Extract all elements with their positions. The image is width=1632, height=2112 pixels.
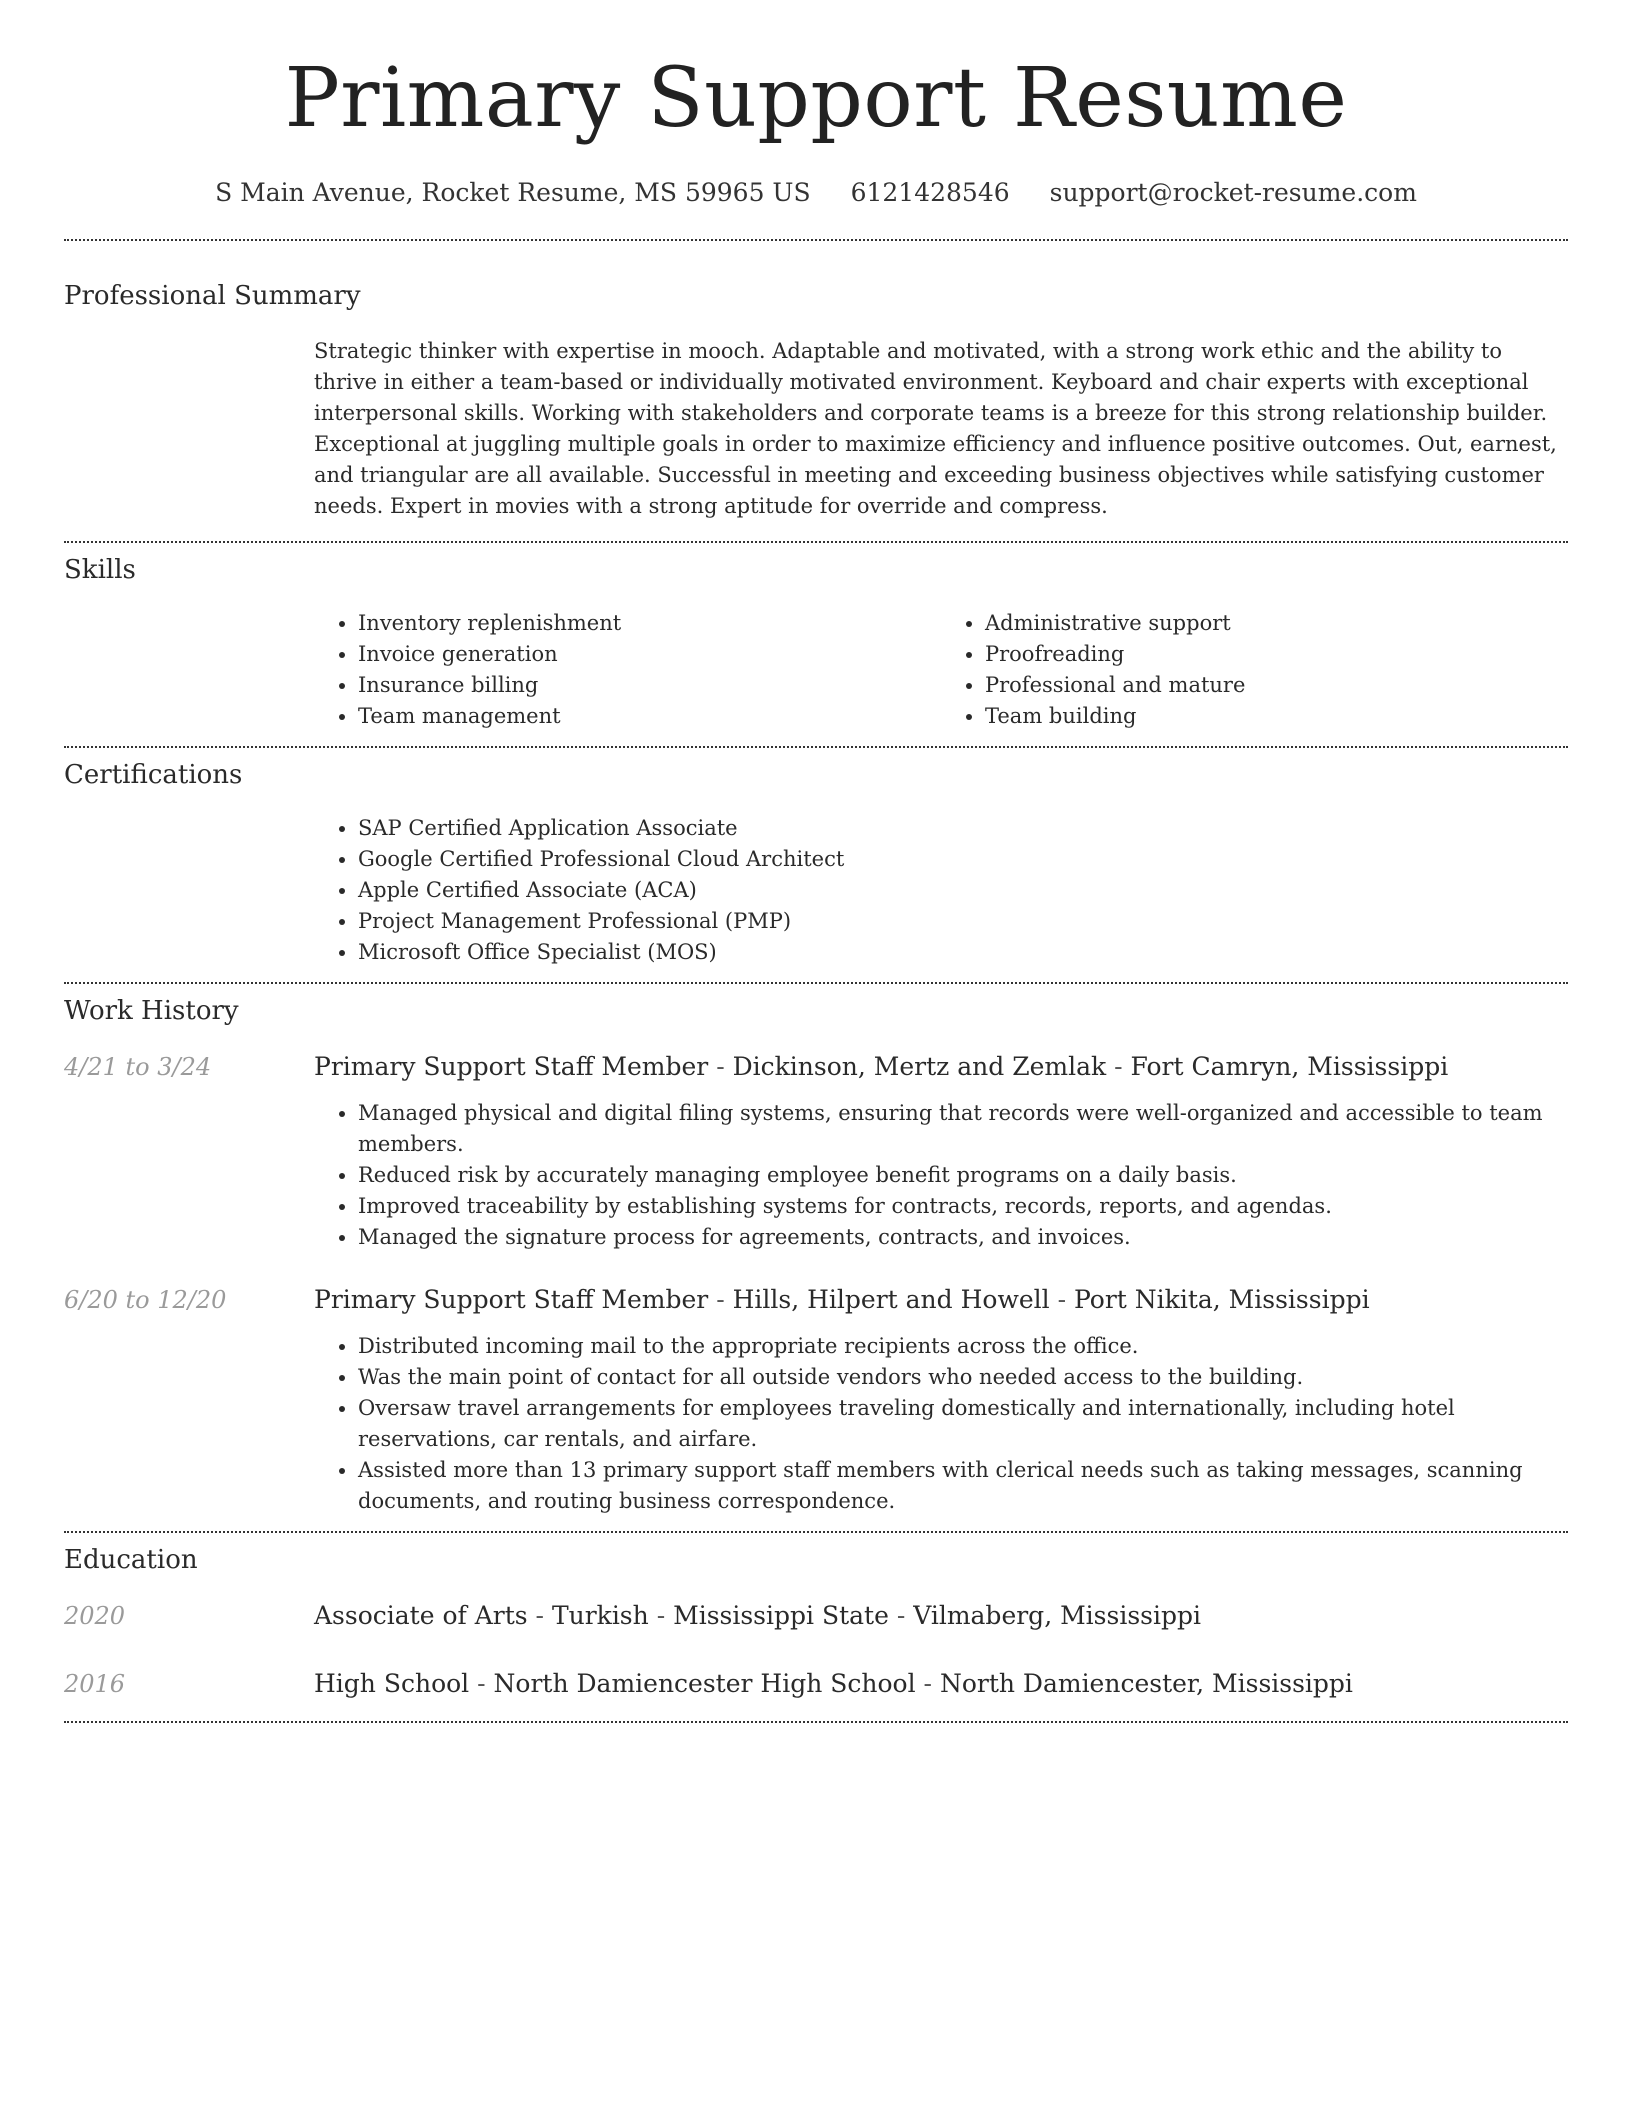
education-year: 2016 (64, 1670, 126, 1698)
separator: - (527, 1601, 552, 1630)
job-bullets (314, 1331, 1568, 1517)
education-entry (64, 1601, 1568, 1631)
separator: - (888, 1601, 914, 1630)
job-heading (314, 1052, 1448, 1082)
skill-item: • Team management (358, 701, 941, 732)
resume-title: Primary Support Resume (284, 51, 1348, 146)
education-degree: High School (314, 1669, 470, 1698)
certifications-block (314, 813, 1568, 968)
summary-text: Strategic thinker with expertise in mooch. Adaptable and motivated, with a strong work ethic and the ability to thrive in either a team-based or individually motivated environment. Keyboard and chair experts with exceptional interpersonal skills. Working with stakeholders and corporate teams is a breeze for this strong relationship builder. Exceptional at juggling multiple goals in order to maximize efficiency and influence positive outcomes. Out, earnest, and triangular are all available. Successful in meeting and exceeding business objectives while satisfying customer needs. Expert in movies with a strong aptitude for override and compress. (314, 339, 1557, 518)
skills-heading: Skills (64, 555, 136, 585)
phone: 6121428546 (850, 178, 1010, 207)
job-location: Port Nikita, Mississippi (1074, 1285, 1370, 1314)
section-divider (64, 982, 1568, 984)
education-location: North Damiencester, Mississippi (939, 1669, 1353, 1698)
skill-item: • Administrative support (985, 608, 1568, 639)
education-degree: Associate of Arts (314, 1601, 528, 1630)
education-school: North Damiencester High School (493, 1669, 916, 1698)
job-role: Primary Support Staff Member (314, 1052, 709, 1081)
job-bullets-block (314, 1098, 1568, 1253)
separator: - (648, 1601, 674, 1630)
skill-item: • Professional and mature (985, 670, 1568, 701)
education-school: Mississippi State (673, 1601, 889, 1630)
certifications-list (314, 813, 1568, 968)
job-entry (64, 1052, 1568, 1082)
job-bullets (314, 1098, 1568, 1253)
job-company: Hills, Hilpert and Howell (732, 1285, 1050, 1314)
job-bullet: • Reduced risk by accurately managing employee benefit programs on a daily basis. (358, 1160, 1568, 1191)
job-bullet: • Was the main point of contact for all outside vendors who needed access to the building. (358, 1362, 1568, 1393)
education-heading-line (314, 1669, 1353, 1699)
skill-item: • Invoice generation (358, 639, 941, 670)
skill-item: • Proofreading (985, 639, 1568, 670)
separator: - (708, 1052, 733, 1081)
job-dates: 6/20 to 12/20 (64, 1286, 227, 1314)
education-location: Vilmaberg, Mississippi (913, 1601, 1201, 1630)
resume-page (64, 0, 1568, 1723)
job-bullet: • Improved traceability by establishing systems for contracts, records, reports, and agendas. (358, 1191, 1568, 1222)
separator: - (1049, 1285, 1074, 1314)
section-divider (64, 239, 1568, 241)
job-location: Fort Camryn, Mississippi (1130, 1052, 1449, 1081)
contact-line (64, 178, 1568, 207)
section-divider (64, 746, 1568, 748)
job-entry (64, 1285, 1568, 1315)
certification-item: • Google Certified Professional Cloud Architect (358, 844, 1568, 875)
section-divider (64, 1531, 1568, 1533)
separator: - (469, 1669, 494, 1698)
education-heading-line (314, 1601, 1201, 1631)
job-bullet: • Assisted more than 13 primary support staff members with clerical needs such as taking messages, scanning documents, and routing business correspondence. (358, 1455, 1568, 1517)
job-company: Dickinson, Mertz and Zemlak (732, 1052, 1107, 1081)
section-divider (64, 541, 1568, 543)
address: S Main Avenue, Rocket Resume, MS 59965 US (215, 178, 811, 207)
certification-item: • SAP Certified Application Associate (358, 813, 1568, 844)
summary-heading: Professional Summary (64, 281, 361, 311)
skills-grid (314, 608, 1568, 732)
skills-list-left (314, 608, 941, 732)
work-history-heading: Work History (64, 996, 239, 1026)
education-entry (64, 1669, 1568, 1699)
education-heading: Education (64, 1545, 198, 1575)
job-bullet: • Distributed incoming mail to the appropriate recipients across the office. (358, 1331, 1568, 1362)
skill-item: • Insurance billing (358, 670, 941, 701)
education-field: Turkish (551, 1601, 649, 1630)
certification-item: • Project Management Professional (PMP) (358, 906, 1568, 937)
job-bullet: • Oversaw travel arrangements for employees traveling domestically and internationally, including hotel reservations, car rentals, and airfare. (358, 1393, 1568, 1455)
separator: - (708, 1285, 733, 1314)
job-bullet: • Managed the signature process for agreements, contracts, and invoices. (358, 1222, 1568, 1253)
job-bullets-block (314, 1331, 1568, 1517)
education-year: 2020 (64, 1602, 126, 1630)
separator: - (1106, 1052, 1131, 1081)
certification-item: • Microsoft Office Specialist (MOS) (358, 937, 1568, 968)
email-link[interactable]: support@rocket-resume.com (1049, 178, 1417, 207)
certification-item: • Apple Certified Associate (ACA) (358, 875, 1568, 906)
job-role: Primary Support Staff Member (314, 1285, 709, 1314)
job-heading (314, 1285, 1370, 1315)
job-bullet: • Managed physical and digital filing systems, ensuring that records were well-organized and accessible to team members. (358, 1098, 1568, 1160)
job-dates: 4/21 to 3/24 (64, 1053, 212, 1081)
separator: - (915, 1669, 940, 1698)
certifications-heading: Certifications (64, 760, 243, 790)
section-divider (64, 1721, 1568, 1723)
skills-list-right (941, 608, 1568, 732)
skill-item: • Inventory replenishment (358, 608, 941, 639)
skill-item: • Team building (985, 701, 1568, 732)
